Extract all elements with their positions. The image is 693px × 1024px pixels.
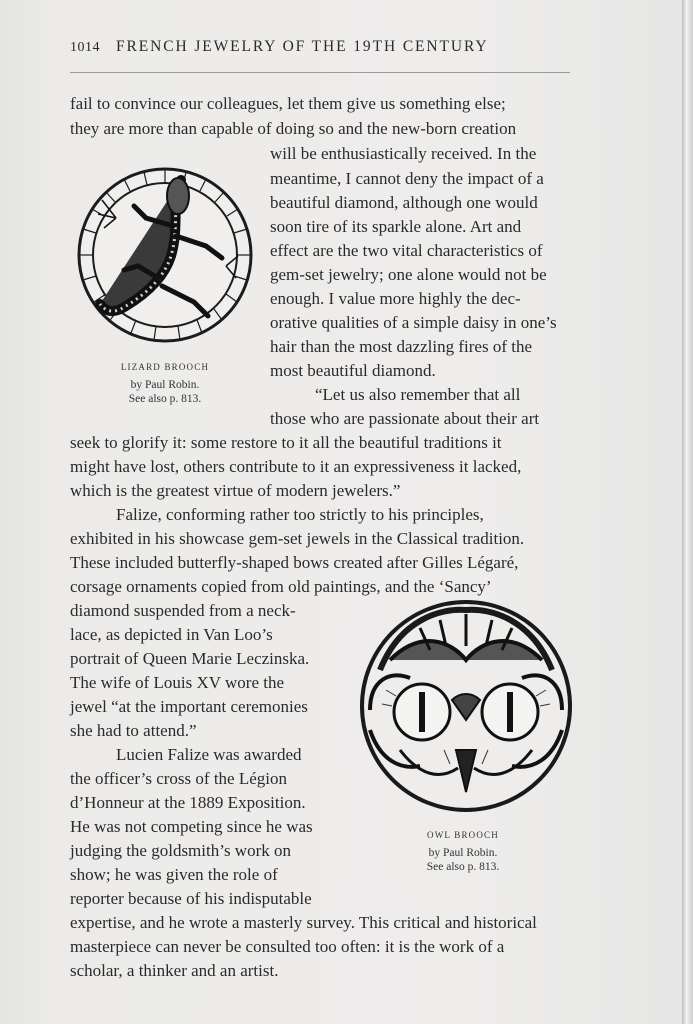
text-line: jewel “at the important ceremonies: [70, 697, 308, 716]
running-header: [70, 38, 570, 62]
text-line: scholar, a thinker and an artist.: [70, 961, 279, 980]
text-line: He was not competing since he was: [70, 817, 313, 836]
page-number: 1014: [70, 40, 100, 55]
lizard-brooch-illustration: [76, 166, 254, 344]
text-line: she had to attend.”: [70, 721, 197, 740]
text-line: d’Honneur at the 1889 Exposition.: [70, 793, 306, 812]
text-line: exhibited in his showcase gem-set jewels in the Classical tradition.: [70, 529, 525, 548]
text-line: These included butterfly-shaped bows created after Gilles Légaré,: [70, 553, 519, 572]
page-edge: [682, 0, 693, 1024]
text-line: gem-set jewelry; one alone would not be: [270, 265, 547, 284]
text-line: seek to glorify it: some restore to it all the beautiful traditions it: [70, 433, 502, 452]
text-line: judging the goldsmith’s work on: [70, 841, 291, 860]
text-line: The wife of Louis XV wore the: [70, 673, 285, 692]
text-line: soon tire of its sparkle alone. Art and: [270, 217, 522, 236]
header-rule: [70, 72, 570, 73]
caption-credit: by Paul Robin.: [428, 847, 498, 859]
text-line: “Let us also remember that all: [315, 385, 521, 404]
text-line: lace, as depicted in Van Loo’s: [70, 625, 273, 644]
text-line: diamond suspended from a neck-: [70, 601, 296, 620]
text-line: beautiful diamond, although one would: [270, 193, 538, 212]
text-line: fail to convince our colleagues, let them give us something else;: [70, 94, 506, 113]
text-line: the officer’s cross of the Légion: [70, 769, 287, 788]
text-line: hair than the most dazzling fires of the: [270, 337, 532, 356]
text-line: Lucien Falize was awarded: [116, 745, 302, 764]
text-line: meantime, I cannot deny the impact of a: [270, 169, 544, 188]
text-line: will be enthusiastically received. In the: [270, 144, 537, 163]
text-line: masterpiece can never be consulted too often: it is the work of a: [70, 937, 505, 956]
caption-credit: by Paul Robin.: [130, 379, 200, 391]
caption-ref: See also p. 813.: [128, 393, 202, 405]
text-line: effect are the two vital characteristics of: [270, 241, 543, 260]
text-line: they are more than capable of doing so and the new-born creation: [70, 119, 517, 138]
text-line: expertise, and he wrote a masterly survey. This critical and historical: [70, 913, 537, 932]
text-line: portrait of Queen Marie Leczinska.: [70, 649, 310, 668]
caption-title: OWL BROOCH: [427, 830, 499, 840]
text-line: most beautiful diamond.: [270, 361, 436, 380]
text-line: orative qualities of a simple daisy in one’s: [270, 313, 557, 332]
text-line: enough. I value more highly the dec-: [270, 289, 521, 308]
text-line: those who are passionate about their art: [270, 409, 540, 428]
running-title: FRENCH JEWELRY OF THE 19TH CENTURY: [116, 38, 489, 55]
text-line: which is the greatest virtue of modern jewelers.”: [70, 481, 401, 500]
owl-caption: [388, 830, 538, 874]
lizard-caption: [90, 362, 240, 406]
owl-brooch-illustration: [360, 600, 572, 812]
text-line: Falize, conforming rather too strictly to his principles,: [116, 505, 484, 524]
text-line: reporter because of his indisputable: [70, 889, 312, 908]
text-line: might have lost, others contribute to it an expressiveness it lacked,: [70, 457, 522, 476]
text-line: corsage ornaments copied from old paintings, and the ‘Sancy’: [70, 577, 492, 596]
text-line: show; he was given the role of: [70, 865, 278, 884]
caption-title: LIZARD BROOCH: [120, 362, 210, 372]
caption-ref: See also p. 813.: [426, 861, 500, 873]
